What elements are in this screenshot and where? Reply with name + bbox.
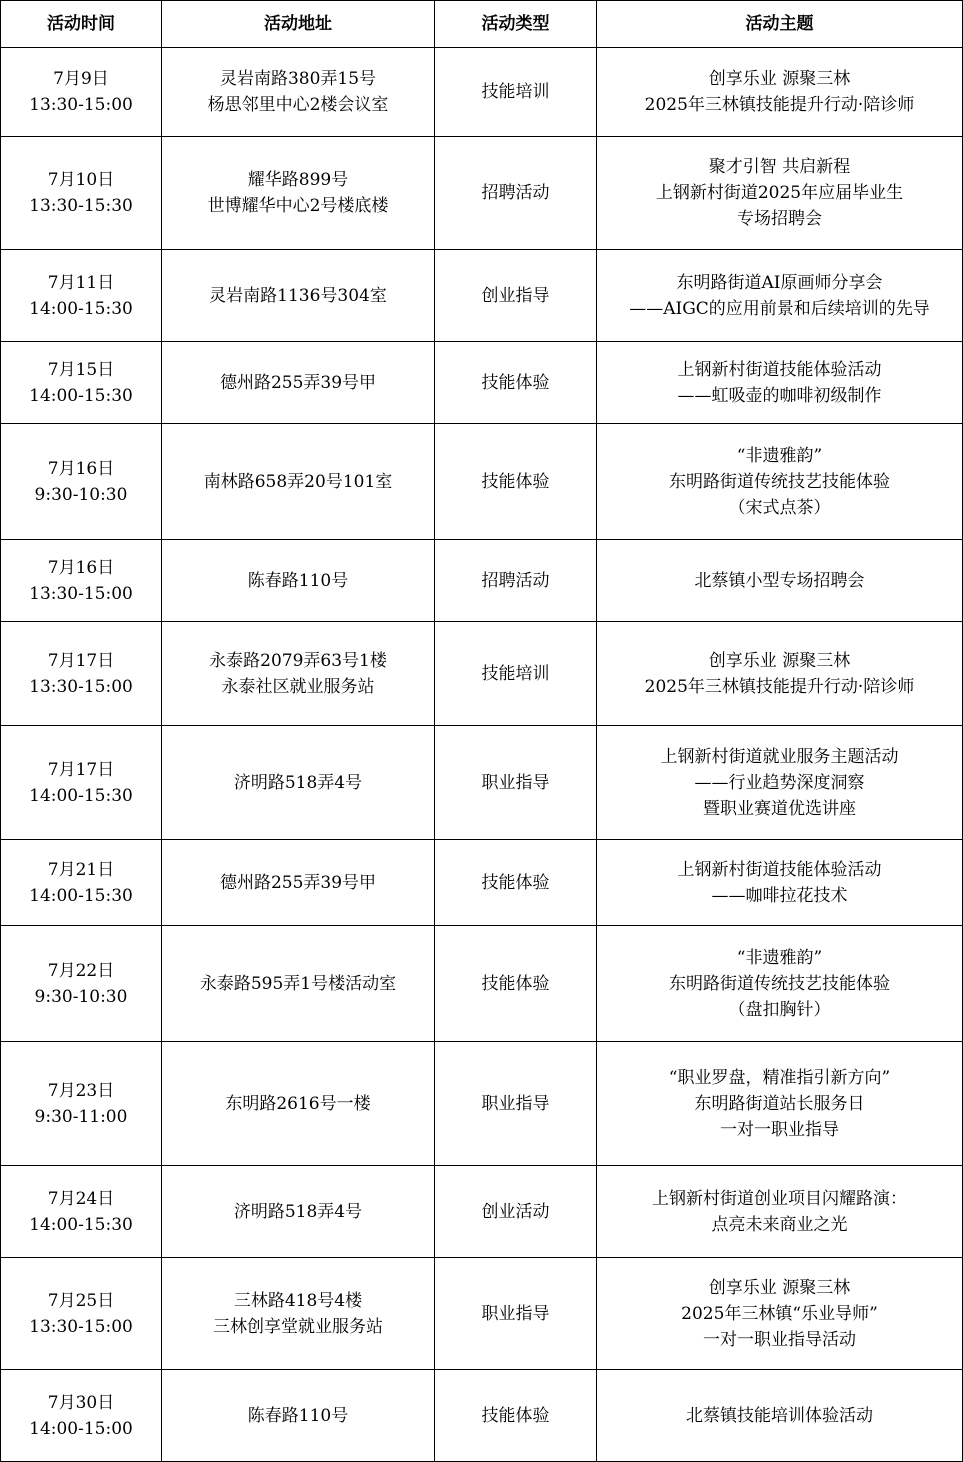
cell-type: 职业指导 [435, 1258, 597, 1370]
cell-address [162, 137, 435, 250]
address-line: 南林路658弄20号101室 [203, 471, 393, 492]
cell-type: 技能体验 [435, 424, 597, 540]
cell-theme [597, 926, 963, 1042]
cell-time [1, 1258, 162, 1370]
activity-time: 14:00-15:30 [29, 785, 133, 806]
cell-theme [597, 342, 963, 424]
cell-time [1, 48, 162, 137]
activity-date: 7月16日 [47, 557, 115, 578]
theme-line: 东明路街道传统技艺技能体验 [669, 471, 890, 492]
activity-time: 9:30-10:30 [34, 986, 128, 1007]
cell-time [1, 840, 162, 926]
cell-address [162, 1042, 435, 1166]
activity-date: 7月21日 [47, 859, 115, 880]
theme-line: 北蔡镇技能培训体验活动 [686, 1405, 873, 1426]
cell-theme [597, 424, 963, 540]
cell-type: 创业指导 [435, 250, 597, 342]
activity-time: 14:00-15:30 [29, 885, 133, 906]
theme-line: 创享乐业 源聚三林 [708, 69, 851, 89]
header-type: 活动类型 [435, 1, 597, 48]
activity-time: 14:00-15:30 [29, 298, 133, 319]
table-row [1, 48, 963, 137]
theme-line: ——虹吸壶的咖啡初级制作 [677, 385, 882, 406]
theme-line: 2025年三林镇技能提升行动·陪诊师 [644, 95, 915, 115]
cell-type: 招聘活动 [435, 540, 597, 622]
theme-line: 东明路街道AI原画师分享会 [676, 272, 883, 293]
header-row [1, 1, 963, 48]
theme-line: 2025年三林镇“乐业导师” [681, 1303, 878, 1324]
cell-type: 技能培训 [435, 622, 597, 726]
address-line: 世博耀华中心2号楼底楼 [207, 196, 389, 216]
cell-type: 技能体验 [435, 342, 597, 424]
theme-line: ——咖啡拉花技术 [711, 885, 848, 906]
address-line: 灵岩南路380弄15号 [219, 69, 377, 89]
theme-line: 暨职业赛道优选讲座 [703, 798, 856, 819]
activity-date: 7月24日 [47, 1188, 115, 1209]
address-line: 陈春路110号 [247, 570, 349, 591]
table-row [1, 250, 963, 342]
address-line: 德州路255弄39号甲 [219, 872, 377, 893]
theme-line: ——AIGC的应用前景和后续培训的先导 [629, 298, 930, 319]
cell-theme [597, 1166, 963, 1258]
table-row [1, 1166, 963, 1258]
theme-line: 一对一职业指导活动 [703, 1329, 856, 1350]
cell-type: 招聘活动 [435, 137, 597, 250]
address-line: 济明路518弄4号 [233, 1201, 363, 1222]
activity-date: 7月30日 [47, 1392, 115, 1413]
address-line: 东明路2616号一楼 [225, 1093, 371, 1114]
cell-address [162, 726, 435, 840]
cell-theme [597, 1370, 963, 1462]
table-row [1, 1258, 963, 1370]
cell-address [162, 1258, 435, 1370]
cell-address [162, 48, 435, 137]
table-row [1, 137, 963, 250]
activity-time: 14:00-15:30 [29, 385, 133, 406]
activity-time: 13:30-15:00 [29, 583, 133, 604]
address-line: 三林创享堂就业服务站 [213, 1316, 383, 1337]
theme-line: “职业罗盘，精准指引新方向” [668, 1067, 891, 1088]
theme-line: 东明路街道传统技艺技能体验 [669, 973, 890, 994]
cell-theme [597, 622, 963, 726]
address-line: 杨思邻里中心2楼会议室 [207, 95, 389, 115]
cell-address [162, 1166, 435, 1258]
cell-time [1, 622, 162, 726]
cell-address [162, 840, 435, 926]
table-row [1, 726, 963, 840]
table-row [1, 926, 963, 1042]
address-line: 三林路418号4楼 [233, 1290, 363, 1311]
theme-line: 专场招聘会 [737, 209, 822, 229]
activity-date: 7月10日 [47, 170, 115, 190]
theme-line: 上钢新村街道创业项目闪耀路演： [652, 1188, 907, 1209]
activity-date: 7月17日 [47, 759, 115, 780]
theme-line: “非遗雅韵” [736, 947, 823, 968]
cell-time [1, 137, 162, 250]
cell-theme [597, 1258, 963, 1370]
theme-line: 上钢新村街道2025年应届毕业生 [655, 183, 904, 203]
cell-theme [597, 48, 963, 137]
address-line: 陈春路110号 [247, 1405, 349, 1426]
activity-date: 7月15日 [47, 359, 115, 380]
cell-address [162, 926, 435, 1042]
activity-time: 13:30-15:00 [29, 676, 133, 697]
table-body [1, 48, 963, 1462]
header-theme: 活动主题 [597, 1, 963, 48]
theme-line: 东明路街道站长服务日 [694, 1093, 865, 1114]
cell-type: 技能培训 [435, 48, 597, 137]
cell-address [162, 622, 435, 726]
table-row [1, 622, 963, 726]
theme-line: 2025年三林镇技能提升行动·陪诊师 [644, 676, 915, 697]
activity-time: 13:30-15:30 [29, 196, 133, 216]
activity-time: 14:00-15:30 [29, 1214, 133, 1235]
address-line: 永泰路595弄1号楼活动室 [199, 973, 397, 994]
theme-line: 上钢新村街道技能体验活动 [677, 859, 882, 880]
theme-line: “非遗雅韵” [736, 445, 823, 466]
address-line: 济明路518弄4号 [233, 772, 363, 793]
theme-line: 点亮未来商业之光 [711, 1214, 848, 1235]
table-row [1, 1370, 963, 1462]
cell-time [1, 342, 162, 424]
cell-time [1, 926, 162, 1042]
activity-date: 7月23日 [47, 1080, 115, 1101]
theme-line: 创享乐业 源聚三林 [708, 650, 851, 671]
cell-type: 技能体验 [435, 840, 597, 926]
address-line: 灵岩南路1136号304室 [209, 285, 387, 306]
theme-line: （宋式点茶） [728, 497, 831, 518]
theme-line: 一对一职业指导 [720, 1119, 839, 1140]
cell-time [1, 424, 162, 540]
activity-time: 13:30-15:00 [29, 1316, 133, 1337]
activity-date: 7月16日 [47, 458, 115, 479]
cell-theme [597, 540, 963, 622]
table-row [1, 1042, 963, 1166]
cell-address [162, 342, 435, 424]
activity-date: 7月9日 [53, 69, 109, 89]
activity-time: 9:30-10:30 [34, 484, 128, 505]
cell-type: 技能体验 [435, 926, 597, 1042]
table-row [1, 342, 963, 424]
cell-address [162, 1370, 435, 1462]
cell-theme [597, 250, 963, 342]
address-line: 德州路255弄39号甲 [219, 372, 377, 393]
cell-time [1, 1370, 162, 1462]
theme-line: （盘扣胸针） [728, 999, 831, 1020]
cell-time [1, 1042, 162, 1166]
activity-time: 14:00-15:00 [29, 1418, 133, 1439]
table-row [1, 840, 963, 926]
cell-type: 职业指导 [435, 726, 597, 840]
cell-type: 技能体验 [435, 1370, 597, 1462]
theme-line: ——行业趋势深度洞察 [694, 772, 865, 793]
cell-time [1, 540, 162, 622]
theme-line: 上钢新村街道就业服务主题活动 [660, 746, 899, 767]
cell-theme [597, 726, 963, 840]
cell-time [1, 1166, 162, 1258]
cell-address [162, 250, 435, 342]
cell-time [1, 726, 162, 840]
address-line: 永泰路2079弄63号1楼 [209, 650, 387, 671]
theme-line: 上钢新村街道技能体验活动 [677, 359, 882, 380]
activity-date: 7月17日 [47, 650, 115, 671]
activity-time: 9:30-11:00 [34, 1106, 128, 1127]
activity-date: 7月22日 [47, 960, 115, 981]
activity-date: 7月25日 [47, 1290, 115, 1311]
cell-address [162, 424, 435, 540]
theme-line: 创享乐业 源聚三林 [708, 1277, 851, 1298]
activity-date: 7月11日 [47, 272, 115, 293]
header-time: 活动时间 [1, 1, 162, 48]
address-line: 永泰社区就业服务站 [221, 676, 375, 697]
cell-address [162, 540, 435, 622]
cell-time [1, 250, 162, 342]
address-line: 耀华路899号 [247, 170, 349, 190]
header-address: 活动地址 [162, 1, 435, 48]
cell-type: 职业指导 [435, 1042, 597, 1166]
theme-line: 聚才引智 共启新程 [708, 157, 851, 177]
activity-time: 13:30-15:00 [29, 95, 133, 115]
cell-theme [597, 840, 963, 926]
cell-theme [597, 137, 963, 250]
theme-line: 北蔡镇小型专场招聘会 [694, 570, 865, 591]
cell-type: 创业活动 [435, 1166, 597, 1258]
table-row [1, 424, 963, 540]
table-row [1, 540, 963, 622]
cell-theme [597, 1042, 963, 1166]
